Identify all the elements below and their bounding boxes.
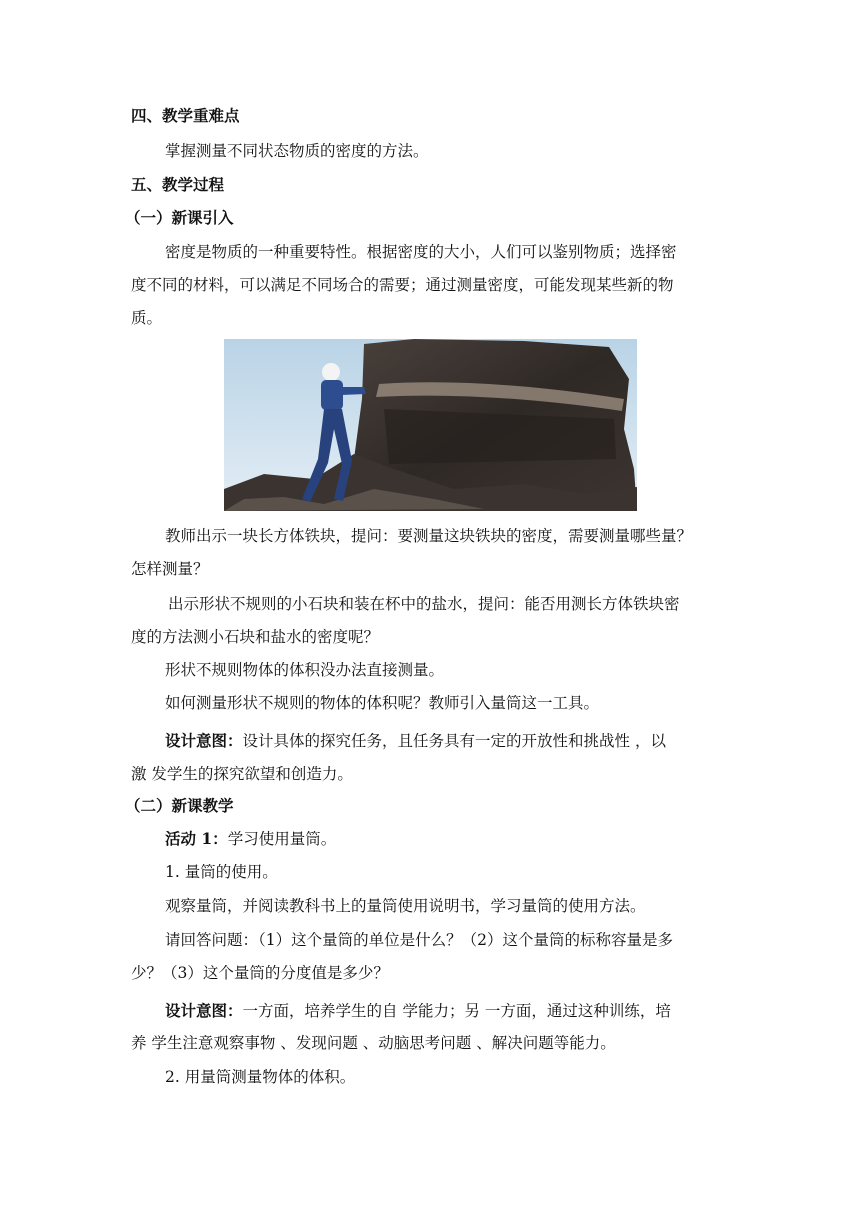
geologist-rock-photo xyxy=(224,339,637,511)
design-intent-1-line-2: 激 发学生的探究欲望和创造力。 xyxy=(131,765,353,783)
design-intent-2-line-2: 养 学生注意观察事物 、发现问题 、动脑思考问题 、解决问题等能力。 xyxy=(131,1034,616,1052)
design-intent-text: 设计具体的探究任务，且任务具有一定的开放性和挑战性 ，以 xyxy=(242,732,666,750)
activity-1 xyxy=(165,829,765,849)
activity-label: 活动 1： xyxy=(165,829,228,848)
design-intent-text: 一方面，培养学生的自 学能力；另 一方面，通过这种训练，培 xyxy=(242,1002,671,1020)
design-intent-1-line-1 xyxy=(165,731,765,751)
design-intent-label: 设计意图： xyxy=(165,1001,243,1020)
observe-cylinder-text: 观察量筒，并阅读教科书上的量筒使用说明书，学习量筒的使用方法。 xyxy=(165,897,646,915)
intro-paragraph-line-1: 密度是物质的一种重要特性。根据密度的大小，人们可以鉴别物质；选择密 xyxy=(165,243,677,261)
intro-paragraph-line-3: 质。 xyxy=(131,309,163,327)
questions-line-1: 请回答问题：（1）这个量筒的单位是什么？（2）这个量筒的标称容量是多 xyxy=(165,931,673,949)
intro-paragraph-line-2: 度不同的材料，可以满足不同场合的需要；通过测量密度，可能发现某些新的物 xyxy=(131,276,674,294)
item-1-heading: 1. 量筒的使用。 xyxy=(165,863,278,881)
irregular-volume-text: 形状不规则物体的体积没办法直接测量。 xyxy=(165,661,445,679)
question-2-line-1: 出示形状不规则的小石块和装在杯中的盐水，提问：能否用测长方体铁块密 xyxy=(168,595,680,613)
questions-line-2: 少？（3）这个量筒的分度值是多少？ xyxy=(131,964,389,982)
design-intent-2-line-1 xyxy=(165,1001,765,1021)
activity-text: 学习使用量筒。 xyxy=(227,830,337,848)
part-1-heading: （一）新课引入 xyxy=(125,208,234,227)
item-2-heading: 2. 用量筒测量物体的体积。 xyxy=(165,1068,356,1086)
design-intent-label: 设计意图： xyxy=(165,731,243,750)
question-2-line-2: 度的方法测小石块和盐水的密度呢？ xyxy=(131,628,380,646)
key-point-text: 掌握测量不同状态物质的密度的方法。 xyxy=(165,142,429,160)
section-4-heading: 四、教学重难点 xyxy=(131,106,240,125)
part-2-heading: （二）新课教学 xyxy=(125,796,234,815)
question-1-line-1: 教师出示一块长方体铁块，提问：要测量这块铁块的密度，需要测量哪些量？ xyxy=(165,527,693,545)
graduated-cylinder-intro: 如何测量形状不规则的物体的体积呢？教师引入量筒这一工具。 xyxy=(165,694,600,712)
section-5-heading: 五、教学过程 xyxy=(131,175,225,194)
question-1-line-2: 怎样测量？ xyxy=(131,560,209,578)
